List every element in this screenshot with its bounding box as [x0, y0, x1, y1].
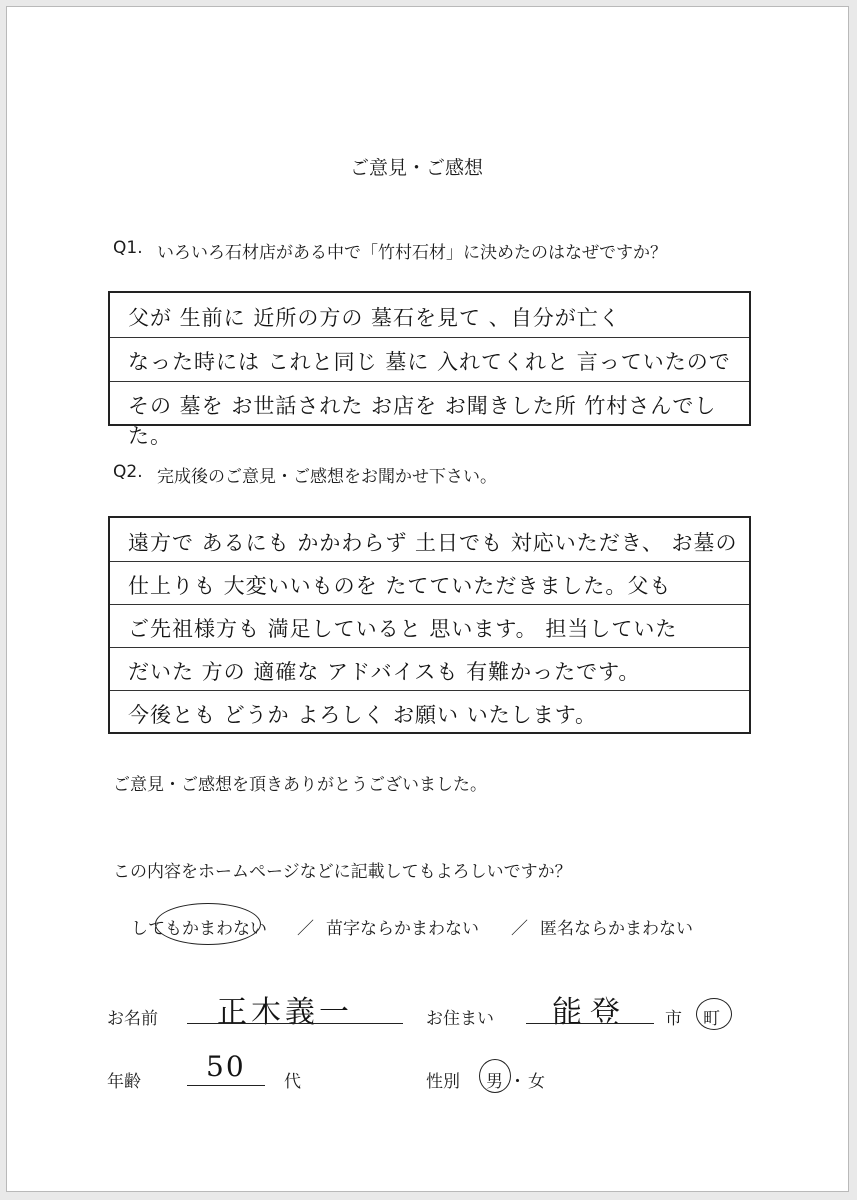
name-underline: [187, 1023, 403, 1024]
address-label: お住まい: [426, 1009, 494, 1029]
answer-line: [110, 293, 749, 338]
q1-answer-box: [108, 291, 751, 448]
consent-separator: ／: [297, 919, 314, 939]
age-suffix: 代: [284, 1072, 301, 1092]
town-selection-circle: [696, 998, 732, 1030]
name-value[interactable]: 正木義一: [217, 995, 353, 1030]
answer-line-text: 今後とも どうか よろしく お願い いたします。: [128, 703, 598, 727]
answer-line-text: なった時には これと同じ 墓に 入れてくれと 言っていたので: [128, 350, 731, 374]
consent-selection-circle: [155, 903, 261, 945]
address-underline: [526, 1023, 654, 1024]
answer-line: [110, 690, 749, 733]
name-label: お名前: [107, 1009, 158, 1029]
survey-sheet: [6, 6, 849, 1192]
answer-line: [110, 381, 749, 448]
answer-line-text: ご先祖様方も 満足していると 思います。 担当していた: [128, 617, 678, 641]
answer-line: [110, 647, 749, 691]
answer-line: [110, 518, 749, 562]
answer-line-text: 遠方で あるにも かかわらず 土日でも 対応いただき、 お墓の: [128, 531, 738, 555]
q1-number: Q1.: [113, 238, 143, 258]
page-title: ご意見・ご感想: [350, 157, 484, 179]
answer-line: [110, 337, 749, 382]
town-label[interactable]: 町: [703, 1009, 720, 1029]
age-label: 年齢: [107, 1072, 141, 1092]
answer-line-text: その 墓を お世話された お店を お聞きした所 竹村さんでした。: [128, 394, 717, 448]
answer-line-text: 父が 生前に 近所の方の 墓石を見て 、自分が亡く: [128, 306, 621, 330]
answer-line-text: 仕上りも 大変いいものを たてていただきました。父も: [128, 574, 672, 598]
consent-option-surname[interactable]: 苗字ならかまわない: [326, 919, 479, 939]
age-value[interactable]: 50: [206, 1050, 246, 1083]
gender-male[interactable]: 男: [486, 1072, 503, 1092]
answer-line-text: だいた 方の 適確な アドバイスも 有難かったです。: [128, 660, 641, 684]
q2-number: Q2.: [113, 462, 143, 482]
consent-option-anonymous[interactable]: 匿名ならかまわない: [540, 919, 693, 939]
gender-selection-circle: [479, 1059, 511, 1093]
q1-question: いろいろ石材店がある中で「竹村石材」に決めたのはなぜですか？: [157, 243, 667, 263]
q2-answer-box: [108, 516, 751, 734]
gender-separator: ・: [509, 1072, 526, 1092]
city-label[interactable]: 市: [665, 1009, 682, 1029]
answer-line: [110, 604, 749, 648]
gender-female[interactable]: 女: [528, 1072, 545, 1092]
consent-separator: ／: [511, 919, 528, 939]
consent-option-allow[interactable]: してもかまわない: [131, 919, 267, 939]
thanks-message: ご意見・ご感想を頂きありがとうございました。: [113, 775, 487, 795]
q2-question: 完成後のご意見・ご感想をお聞かせ下さい。: [157, 467, 497, 487]
address-value[interactable]: 能登: [552, 995, 628, 1030]
answer-line: [110, 561, 749, 605]
homepage-question: この内容をホームページなどに記載してもよろしいですか？: [113, 862, 572, 882]
gender-label: 性別: [426, 1072, 460, 1092]
age-underline: [187, 1085, 265, 1086]
